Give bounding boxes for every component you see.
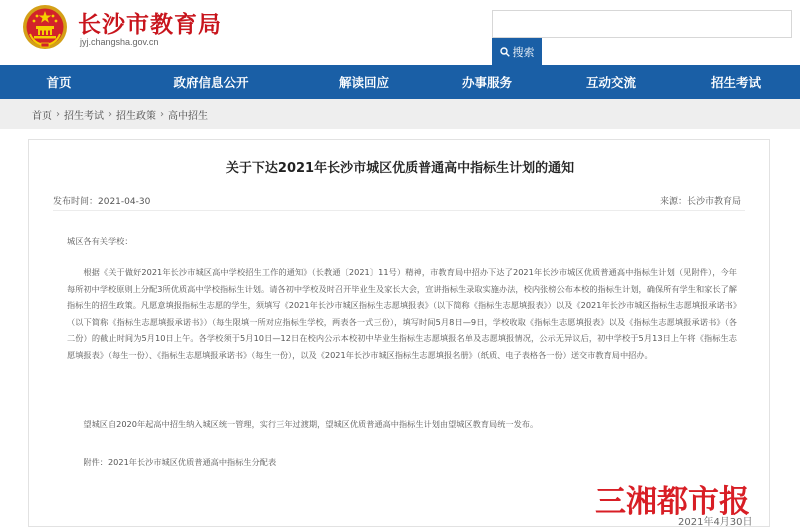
search-icon — [500, 47, 510, 57]
attachment-link[interactable]: 附件：2021年长沙市城区优质普通高中指标生分配表 — [83, 457, 277, 467]
chevron-right-icon: › — [56, 108, 60, 120]
breadcrumb-admissions[interactable]: 招生考试 — [64, 110, 104, 122]
search-input[interactable] — [492, 10, 792, 38]
nav-item-admissions[interactable]: 招生考试 — [710, 75, 761, 90]
newspaper-watermark: 三湘都市报 — [595, 484, 750, 520]
main-nav — [0, 65, 800, 99]
nav-item-interaction[interactable]: 互动交流 — [585, 75, 636, 90]
article-paragraph: 望城区自2020年起高中招生纳入城区统一管理，实行三年过渡期，望城区优质普通高中指标生计划由望城区教育局统一发布。 — [83, 419, 539, 429]
article-greeting: 城区各有关学校： — [67, 236, 133, 246]
national-emblem-icon — [22, 4, 68, 50]
divider — [53, 210, 745, 211]
article-source: 来源：长沙市教育局 — [659, 197, 741, 207]
publish-date: 发布时间：2021-04-30 — [53, 197, 151, 207]
article-title: 关于下达2021年长沙市城区优质普通高中指标生计划的通知 — [225, 161, 575, 176]
nav-item-services[interactable]: 办事服务 — [461, 75, 512, 90]
chevron-right-icon: › — [108, 108, 112, 120]
breadcrumb-policy[interactable]: 招生政策 — [116, 110, 156, 122]
watermark-date: 2021年4月30日 — [678, 517, 753, 527]
site-header — [0, 0, 800, 65]
article-card — [28, 139, 770, 527]
nav-item-gov-info[interactable]: 政府信息公开 — [173, 75, 249, 90]
chevron-right-icon: › — [160, 108, 164, 120]
search-button-label: 搜索 — [512, 45, 535, 59]
site-domain: jyj.changsha.gov.cn — [80, 37, 159, 47]
breadcrumb-home[interactable]: 首页 — [32, 110, 52, 122]
breadcrumb-high-school[interactable]: 高中招生 — [168, 110, 208, 122]
site-name[interactable]: 长沙市教育局 — [78, 11, 222, 38]
nav-item-home[interactable]: 首页 — [46, 75, 72, 90]
breadcrumb — [0, 99, 800, 129]
article-paragraph: 根据《关于做好2021年长沙市城区高中学校招生工作的通知》（长教通〔2021〕11号）精神，市教育局中招办下达了2021年长沙市城区优质普通高中指标生计划（见附件），今年每所初中学校原则上分配3所优质高中学校指标生计划。请各初中学校及时召开毕业生及家长大会，宣讲指标生录取实施办法，校内张榜公布本校的指标生计划，确保所有学生和家长了解指标生的招生政策。凡愿意填报指标生志愿的学生，须填写《2021年长沙市城区指标生志愿填报表》（以下简称《指标生志愿填报表》）以及《2021年长沙市城区指标生志愿填报承诺书》（以下简称《指标生志愿填报承诺书》）（每生限填一所对应指标生学校，两表各一式三份），填写时间5月8日—9日，学校收取《指标生志愿填报表》以及《指标生志愿填报承诺书》（各二份）的截止时间为5月10日上午。各学校须于5月10日—12日在校内公示本校初中毕业生指标生志愿填报名单及志愿填报情况，公示无异议后，初中学校于5月13日上午将《指标生志愿填报表》（每生一份）、《指标生志愿填报承诺书》（每生一份），以及《2021年长沙市城区指标生志愿填报名册》（纸质、电子表格各一份）送交市教育局中招办。 — [67, 267, 737, 360]
nav-item-interpretation[interactable]: 解读回应 — [338, 75, 389, 90]
search-button[interactable] — [492, 38, 542, 65]
